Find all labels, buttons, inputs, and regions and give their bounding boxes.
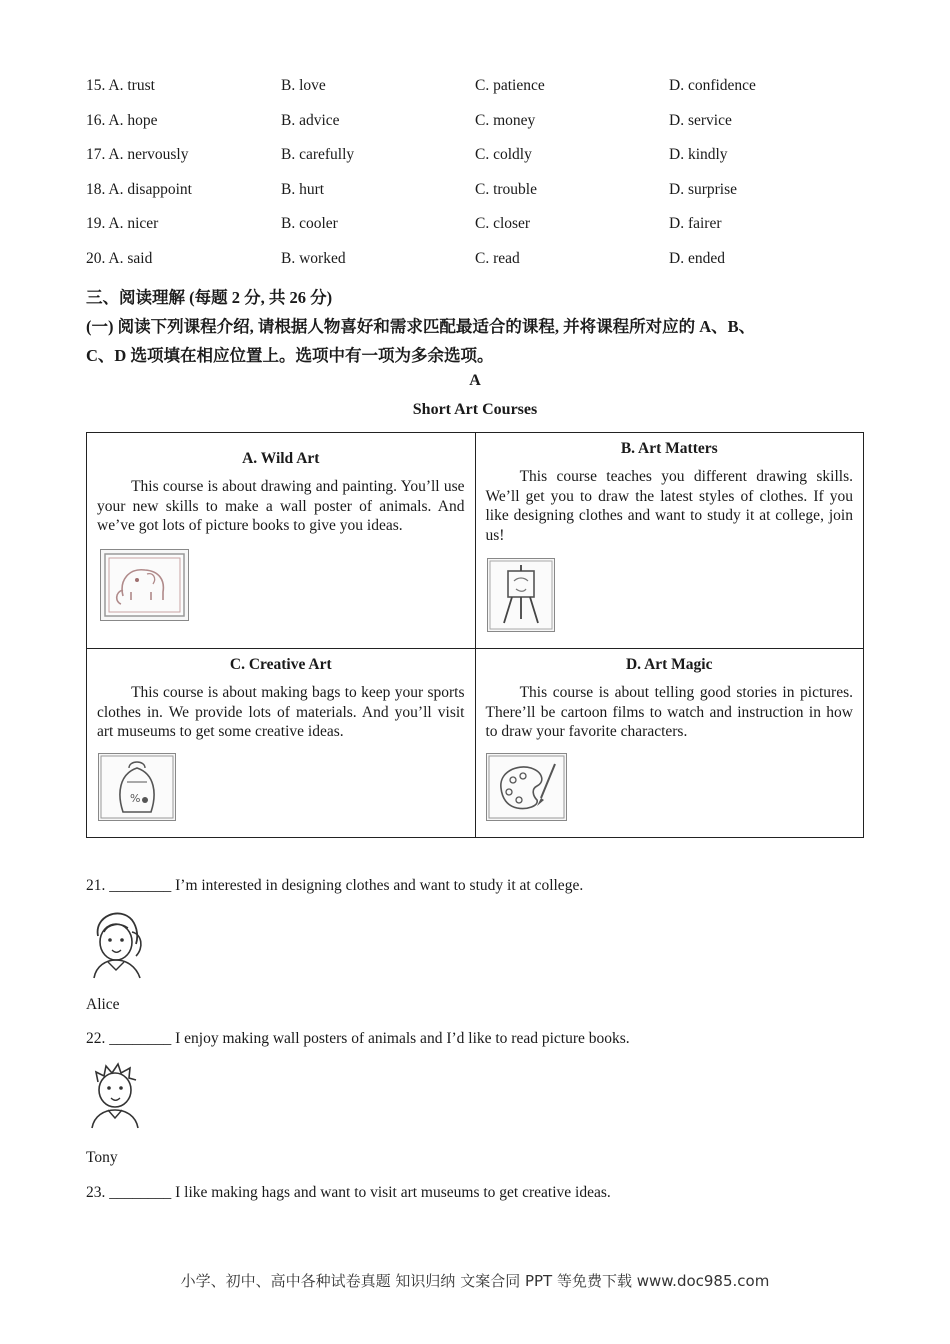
- options-row-18: [86, 181, 866, 203]
- option-d: D. ended: [669, 250, 725, 267]
- option-a: 18. A. disappoint: [86, 181, 192, 198]
- question-21: [86, 877, 583, 895]
- course-title: B. Art Matters: [620, 440, 718, 457]
- answer-blank[interactable]: ________: [109, 1030, 172, 1047]
- question-text: I enjoy making wall posters of animals and I’d like to read picture books.: [175, 1030, 630, 1047]
- option-c: C. read: [475, 250, 520, 267]
- options-row-20: [86, 250, 866, 272]
- course-title: D. Art Magic: [625, 656, 713, 673]
- palette-icon: [486, 753, 567, 821]
- option-a: 19. A. nicer: [86, 215, 159, 232]
- course-text: This course teaches you different drawing skills. We’ll get you to draw the latest styles of clothes. If you like designing clothes and want to study it at college, join us!: [485, 468, 853, 544]
- option-b: B. hurt: [281, 181, 325, 198]
- footer-text: 小学、初中、高中各种试卷真题 知识归纳 文案合同 PPT 等免费下载 www.doc985.com: [180, 1272, 770, 1290]
- part-letter: A: [469, 372, 481, 389]
- option-c: C. coldly: [475, 146, 532, 163]
- option-d: D. service: [669, 112, 732, 129]
- person-name-tony: Tony: [86, 1149, 118, 1166]
- option-d: D. surprise: [669, 181, 738, 198]
- course-cell-d: [475, 649, 864, 838]
- course-text: This course is about telling good stories in pictures. There’ll be cartoon films to watch and instruction in how to draw your favorite characters.: [485, 684, 853, 740]
- course-text: This course is about making bags to keep your sports clothes in. We provide lots of materials. And you’ll visit art museums to get some creative ideas.: [97, 684, 465, 740]
- course-cell-c: [87, 649, 476, 838]
- course-cell-b: [475, 433, 864, 649]
- question-number: 21.: [86, 877, 106, 894]
- course-title: A. Wild Art: [242, 450, 320, 467]
- option-d: D. fairer: [669, 215, 722, 232]
- easel-icon: [487, 558, 555, 632]
- passage-title: Short Art Courses: [412, 401, 538, 418]
- option-b: B. cooler: [281, 215, 338, 232]
- options-row-15: [86, 77, 866, 99]
- option-b: B. carefully: [281, 146, 355, 163]
- section-title: 三、阅读理解 (每题 2 分, 共 26 分): [86, 288, 333, 307]
- option-b: B. worked: [281, 250, 346, 267]
- options-row-16: [86, 112, 866, 134]
- question-23: [86, 1184, 611, 1202]
- option-d: D. confidence: [669, 77, 756, 94]
- tony-avatar: [86, 1060, 144, 1135]
- option-a: 20. A. said: [86, 250, 153, 267]
- option-a: 15. A. trust: [86, 77, 155, 94]
- elephant-poster-icon: [100, 549, 189, 621]
- answer-blank[interactable]: ________: [109, 1184, 172, 1201]
- question-number: 22.: [86, 1030, 106, 1047]
- instruction-line-1: (一) 阅读下列课程介绍, 请根据人物喜好和需求匹配最适合的课程, 并将课程所对应的 A、B、: [86, 317, 756, 336]
- option-c: C. money: [475, 112, 536, 129]
- question-text: I like making hags and want to visit art museums to get creative ideas.: [175, 1184, 611, 1201]
- option-c: C. closer: [475, 215, 531, 232]
- person-name-alice: Alice: [86, 996, 120, 1013]
- backpack-icon: [98, 753, 176, 821]
- options-row-17: [86, 146, 866, 168]
- course-title: C. Creative Art: [229, 656, 332, 673]
- svg-text:%: %: [130, 792, 141, 805]
- option-b: B. advice: [281, 112, 340, 129]
- option-c: C. patience: [475, 77, 545, 94]
- option-b: B. love: [281, 77, 326, 94]
- option-a: 17. A. nervously: [86, 146, 189, 163]
- question-22: [86, 1030, 630, 1048]
- alice-avatar: [86, 908, 148, 985]
- option-a: 16. A. hope: [86, 112, 158, 129]
- option-c: C. trouble: [475, 181, 537, 198]
- question-number: 23.: [86, 1184, 106, 1201]
- instruction-line-2: C、D 选项填在相应位置上。选项中有一项为多余选项。: [86, 346, 494, 365]
- course-cell-a: [87, 433, 476, 649]
- question-text: I’m interested in designing clothes and want to study it at college.: [175, 877, 584, 894]
- course-text: This course is about drawing and painting. You’ll use your new skills to make a wall poster of animals. And we’ve got lots of picture books to give you ideas.: [97, 478, 465, 534]
- option-d: D. kindly: [669, 146, 728, 163]
- options-row-19: [86, 215, 866, 237]
- courses-table: [86, 432, 864, 838]
- answer-blank[interactable]: ________: [109, 877, 172, 894]
